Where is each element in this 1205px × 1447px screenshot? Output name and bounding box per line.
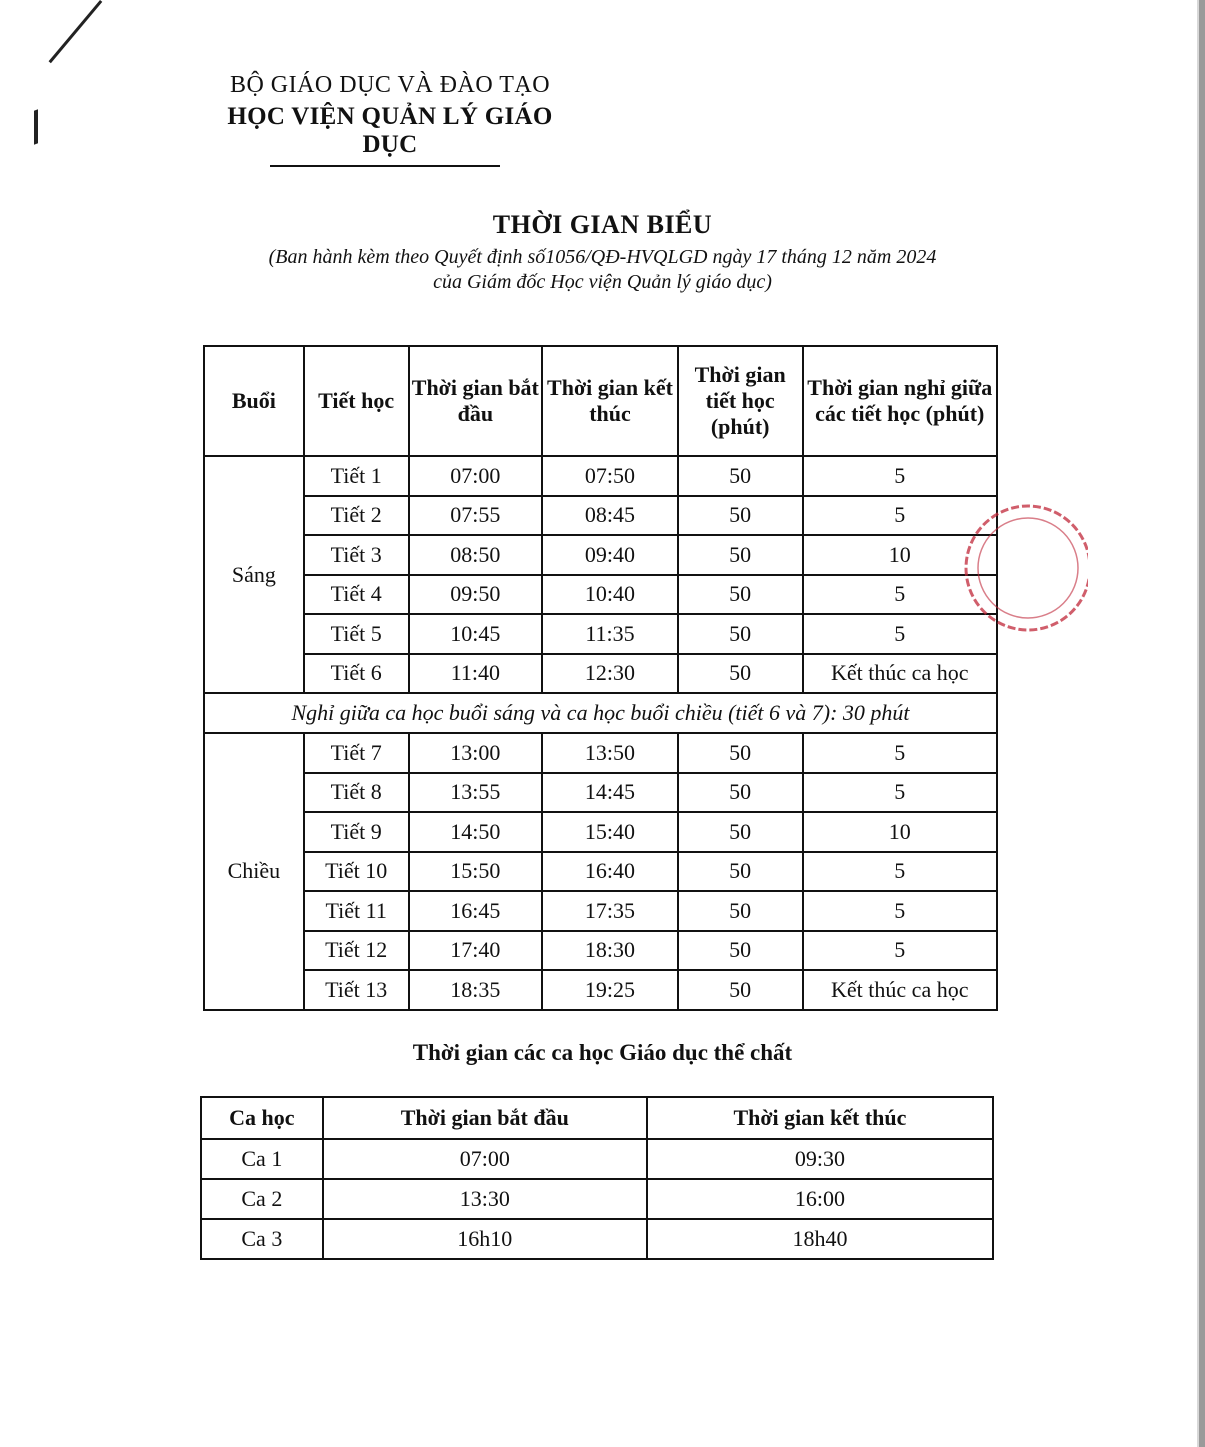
cell-duration: 50	[678, 773, 803, 813]
pe-cell-session: Ca 2	[201, 1179, 323, 1219]
pe-table	[200, 1096, 994, 1260]
cell-duration: 50	[678, 456, 803, 496]
cell-duration: 50	[678, 852, 803, 892]
pe-header-row	[201, 1097, 993, 1139]
session-morning: Sáng	[204, 456, 304, 693]
cell-break: 5	[803, 456, 997, 496]
table-row	[204, 575, 997, 615]
cell-duration: 50	[678, 496, 803, 536]
cell-duration: 50	[678, 614, 803, 654]
pe-header-start: Thời gian bắt đầu	[323, 1097, 647, 1139]
cell-break: 5	[803, 575, 997, 615]
pe-title: Thời gian các ca học Giáo dục thể chất	[412, 1040, 793, 1065]
cell-start: 07:55	[409, 496, 543, 536]
document-header	[200, 72, 580, 167]
cell-break: 5	[803, 931, 997, 971]
document-subtitle-line2: của Giám đốc Học viện Quản lý giáo dục)	[433, 271, 772, 293]
pe-cell-end: 09:30	[647, 1139, 993, 1179]
cell-start: 14:50	[409, 812, 543, 852]
table-row	[204, 456, 997, 496]
scan-mark-left	[34, 109, 38, 144]
table-row	[204, 733, 997, 773]
cell-end: 10:40	[542, 575, 678, 615]
cell-duration: 50	[678, 733, 803, 773]
pe-header-session: Ca học	[201, 1097, 323, 1139]
table-row	[201, 1219, 993, 1259]
table-row	[204, 535, 997, 575]
cell-period: Tiết 2	[304, 496, 409, 536]
cell-break: Kết thúc ca học	[803, 970, 997, 1010]
pe-header-end: Thời gian kết thúc	[647, 1097, 993, 1139]
pe-cell-start: 13:30	[323, 1179, 647, 1219]
pe-cell-start: 07:00	[323, 1139, 647, 1179]
cell-break: 5	[803, 852, 997, 892]
cell-period: Tiết 7	[304, 733, 409, 773]
cell-end: 07:50	[542, 456, 678, 496]
cell-start: 16:45	[409, 891, 543, 931]
cell-duration: 50	[678, 535, 803, 575]
schedule-header-row	[204, 346, 997, 456]
title-block	[0, 210, 1205, 294]
cell-end: 08:45	[542, 496, 678, 536]
stamp-inner-ring	[978, 518, 1078, 618]
pe-cell-end: 18h40	[647, 1219, 993, 1259]
cell-period: Tiết 6	[304, 654, 409, 694]
session-afternoon: Chiều	[204, 733, 304, 1010]
header-duration: Thời gian tiết học (phút)	[678, 346, 803, 456]
table-row	[204, 614, 997, 654]
scan-mark-line	[49, 0, 103, 63]
cell-end: 13:50	[542, 733, 678, 773]
cell-end: 15:40	[542, 812, 678, 852]
table-row	[204, 970, 997, 1010]
cell-break: 10	[803, 812, 997, 852]
table-row	[204, 891, 997, 931]
pe-cell-session: Ca 1	[201, 1139, 323, 1179]
cell-break: 5	[803, 614, 997, 654]
table-row	[204, 654, 997, 694]
cell-end: 18:30	[542, 931, 678, 971]
pe-cell-start: 16h10	[323, 1219, 647, 1259]
cell-break: 5	[803, 773, 997, 813]
cell-start: 15:50	[409, 852, 543, 892]
cell-duration: 50	[678, 575, 803, 615]
cell-start: 17:40	[409, 931, 543, 971]
header-break: Thời gian nghỉ giữa các tiết học (phút)	[803, 346, 997, 456]
cell-duration: 50	[678, 970, 803, 1010]
cell-period: Tiết 4	[304, 575, 409, 615]
cell-period: Tiết 11	[304, 891, 409, 931]
document-title: THỜI GIAN BIỂU	[492, 210, 713, 239]
cell-break: Kết thúc ca học	[803, 654, 997, 694]
cell-period: Tiết 9	[304, 812, 409, 852]
cell-period: Tiết 12	[304, 931, 409, 971]
cell-start: 18:35	[409, 970, 543, 1010]
cell-start: 11:40	[409, 654, 543, 694]
cell-break: 5	[803, 496, 997, 536]
cell-start: 09:50	[409, 575, 543, 615]
cell-break: 10	[803, 535, 997, 575]
pe-cell-end: 16:00	[647, 1179, 993, 1219]
table-row	[201, 1139, 993, 1179]
cell-break: 5	[803, 733, 997, 773]
schedule-table	[203, 345, 998, 1011]
cell-duration: 50	[678, 812, 803, 852]
document-subtitle-line1: (Ban hành kèm theo Quyết định số1056/QĐ-HVQLGD ngày 17 tháng 12 năm 2024	[268, 246, 937, 268]
cell-period: Tiết 5	[304, 614, 409, 654]
cell-end: 14:45	[542, 773, 678, 813]
cell-start: 07:00	[409, 456, 543, 496]
midday-break-note: Nghỉ giữa ca học buổi sáng và ca học buổi chiều (tiết 6 và 7): 30 phút	[204, 693, 997, 733]
cell-start: 10:45	[409, 614, 543, 654]
ministry-name: BỘ GIÁO DỤC VÀ ĐÀO TẠO	[229, 72, 551, 98]
cell-period: Tiết 8	[304, 773, 409, 813]
table-row	[204, 852, 997, 892]
table-row	[201, 1179, 993, 1219]
header-underline	[270, 165, 500, 167]
cell-break: 5	[803, 891, 997, 931]
cell-end: 19:25	[542, 970, 678, 1010]
cell-period: Tiết 1	[304, 456, 409, 496]
cell-end: 09:40	[542, 535, 678, 575]
cell-duration: 50	[678, 654, 803, 694]
cell-end: 11:35	[542, 614, 678, 654]
table-row	[204, 773, 997, 813]
institute-name: HỌC VIỆN QUẢN LÝ GIÁO DỤC	[227, 103, 553, 158]
cell-start: 08:50	[409, 535, 543, 575]
header-period: Tiết học	[304, 346, 409, 456]
cell-end: 12:30	[542, 654, 678, 694]
stamp-outer-ring	[966, 506, 1088, 630]
cell-duration: 50	[678, 891, 803, 931]
cell-start: 13:55	[409, 773, 543, 813]
cell-period: Tiết 3	[304, 535, 409, 575]
cell-period: Tiết 10	[304, 852, 409, 892]
table-row	[204, 931, 997, 971]
midday-break-row	[204, 693, 997, 733]
pe-cell-session: Ca 3	[201, 1219, 323, 1259]
cell-duration: 50	[678, 931, 803, 971]
cell-end: 16:40	[542, 852, 678, 892]
header-session: Buổi	[204, 346, 304, 456]
table-row	[204, 496, 997, 536]
header-start: Thời gian bắt đầu	[409, 346, 543, 456]
table-row	[204, 812, 997, 852]
cell-period: Tiết 13	[304, 970, 409, 1010]
cell-end: 17:35	[542, 891, 678, 931]
header-end: Thời gian kết thúc	[542, 346, 678, 456]
official-stamp	[958, 468, 1088, 668]
cell-start: 13:00	[409, 733, 543, 773]
